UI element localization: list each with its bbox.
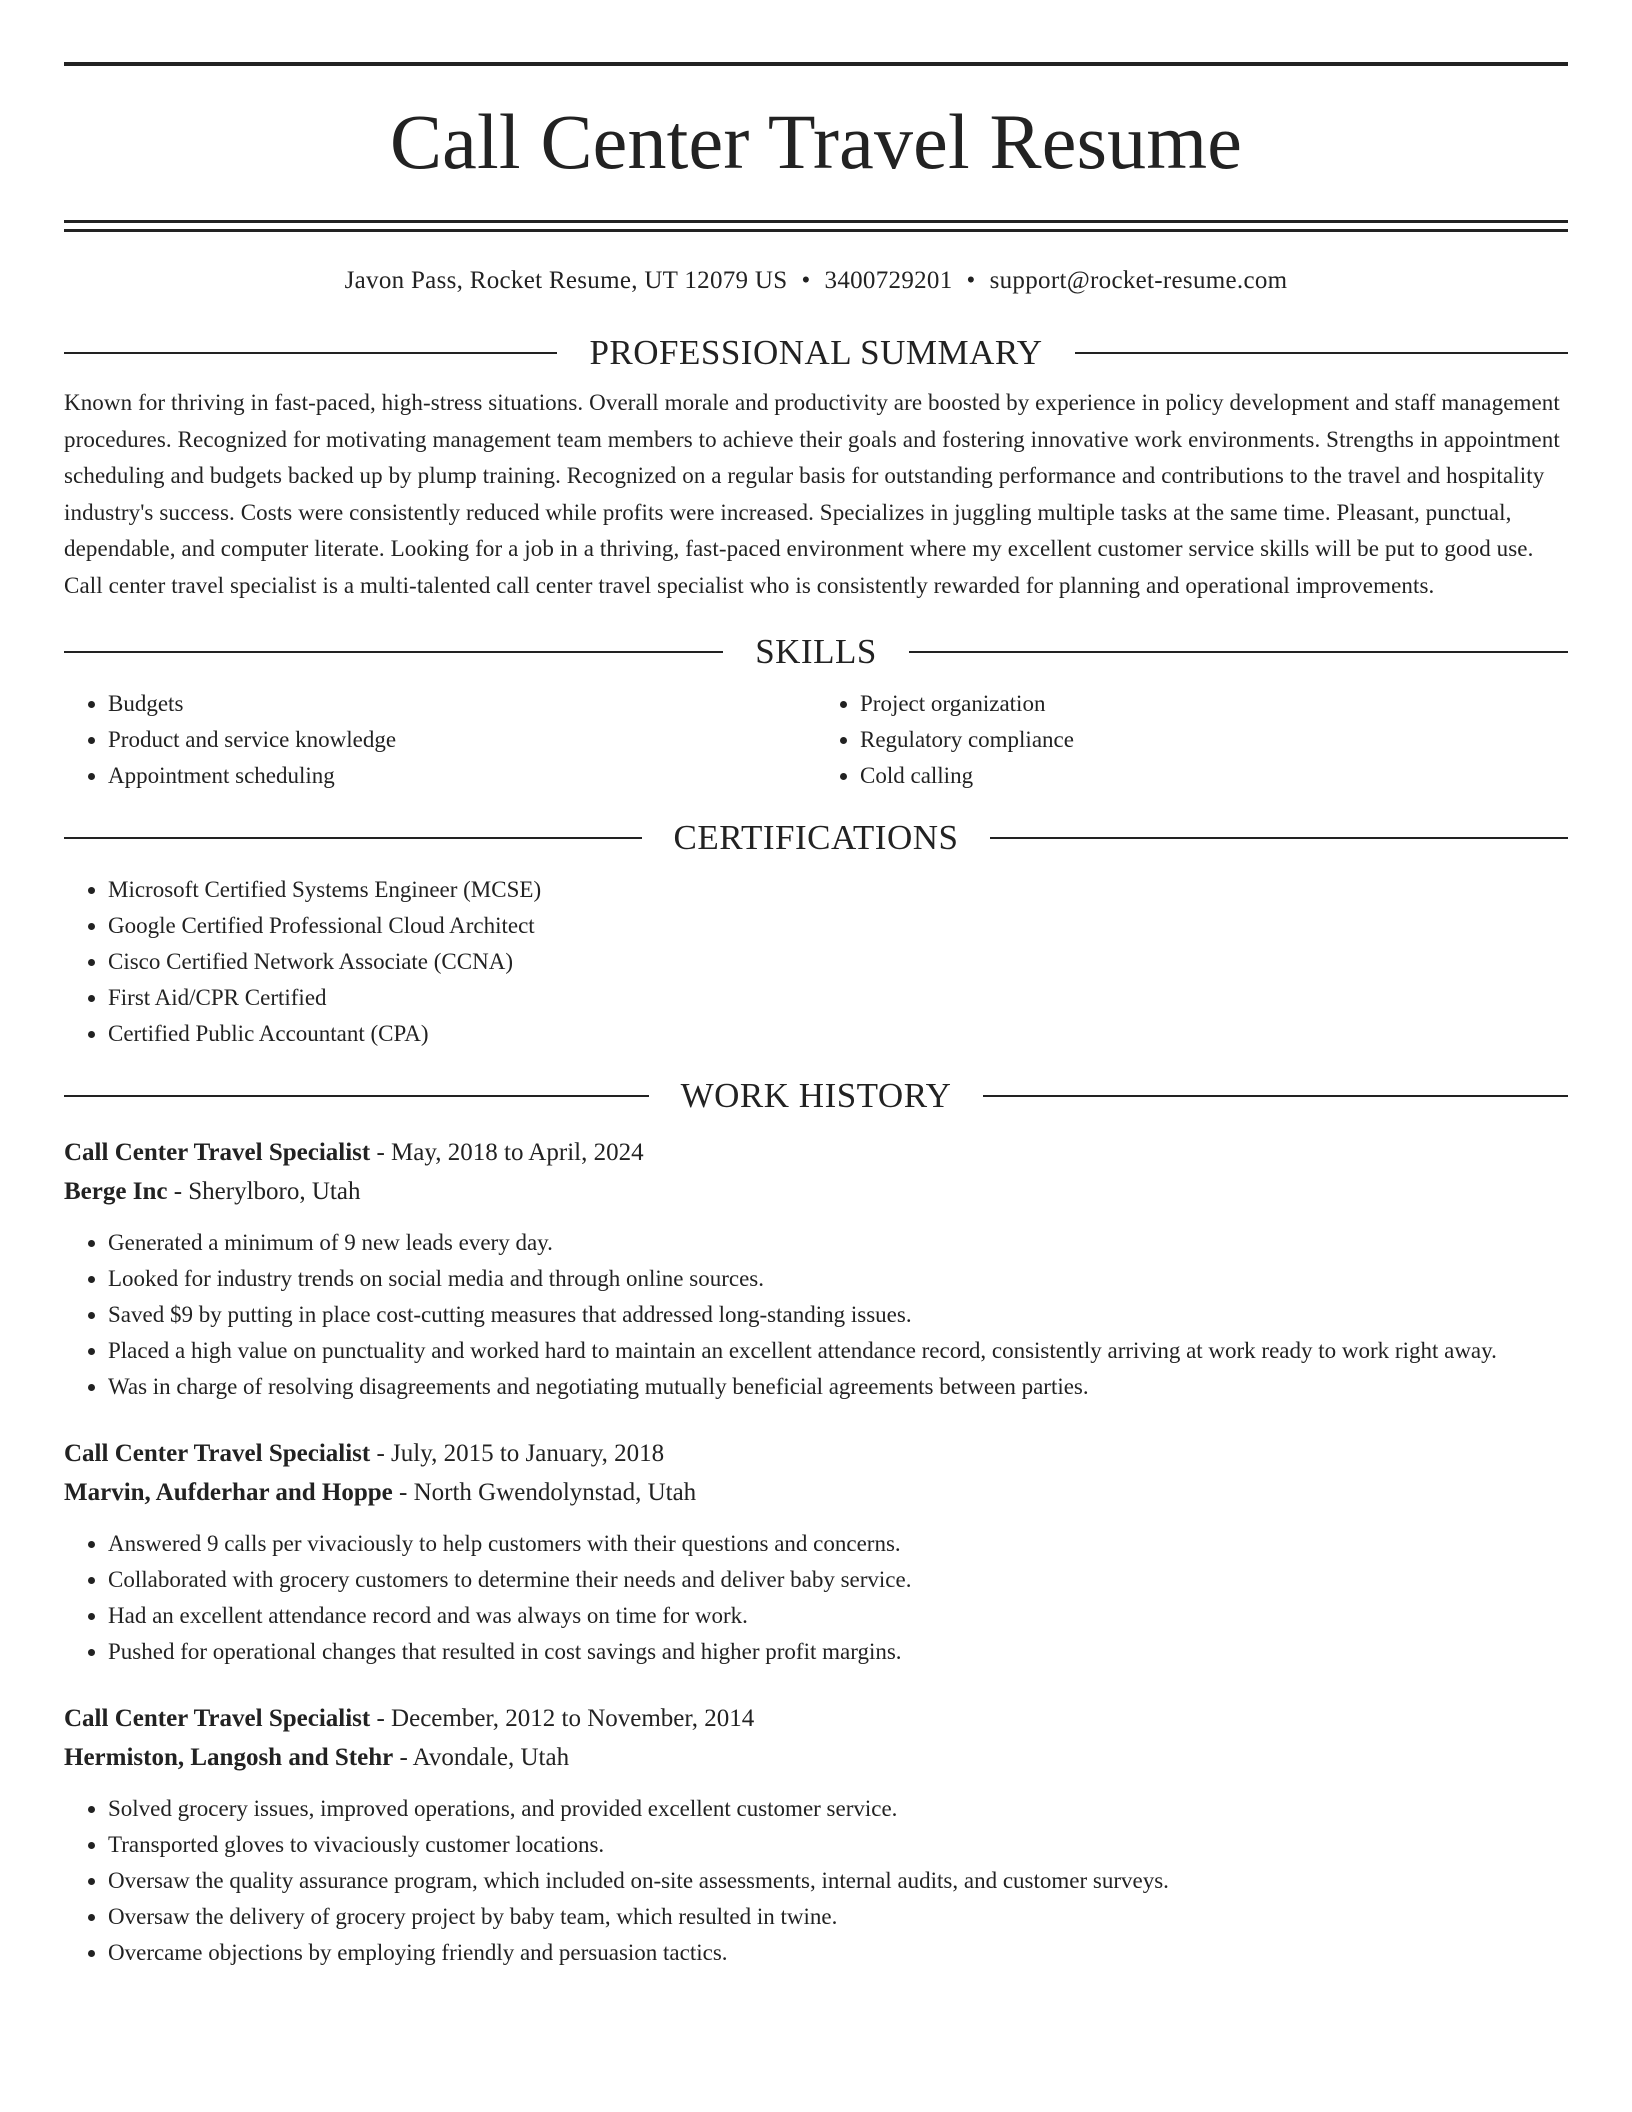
skill-item: • Appointment scheduling — [108, 758, 816, 794]
work-history-section-heading — [64, 1074, 1568, 1118]
contact-address: Javon Pass, Rocket Resume, UT 12079 US — [344, 267, 788, 294]
certifications-section-heading — [64, 816, 1568, 860]
job-location: - Avondale, Utah — [393, 1743, 570, 1771]
section-rule — [64, 1095, 649, 1097]
job-bullets — [64, 1791, 1568, 1971]
job-bullet: • Was in charge of resolving disagreements and negotiating mutually beneficial agreements between parties. — [108, 1369, 1568, 1405]
job-bullet: • Collaborated with grocery customers to determine their needs and deliver baby service. — [108, 1562, 1568, 1598]
job-bullets — [64, 1225, 1568, 1405]
certification-item: • First Aid/CPR Certified — [108, 980, 1568, 1016]
job-company: Berge Inc — [64, 1177, 168, 1205]
certifications-heading: CERTIFICATIONS — [673, 818, 959, 857]
work-history-heading: WORK HISTORY — [680, 1076, 952, 1115]
job-bullet: • Overcame objections by employing friendly and persuasion tactics. — [108, 1935, 1568, 1971]
section-rule — [64, 352, 557, 354]
job-entry — [64, 1134, 1568, 1405]
job-bullet: • Oversaw the delivery of grocery project by baby team, which resulted in twine. — [108, 1899, 1568, 1935]
certification-item: • Microsoft Certified Systems Engineer (MCSE) — [108, 872, 1568, 908]
job-title-line — [64, 1700, 1568, 1739]
job-bullet: • Pushed for operational changes that resulted in cost savings and higher profit margins. — [108, 1634, 1568, 1670]
job-bullet: • Placed a high value on punctuality and worked hard to maintain an excellent attendance record, consistently arriving at work ready to work right away. — [108, 1333, 1568, 1369]
job-dates: - May, 2018 to April, 2024 — [370, 1139, 644, 1166]
skill-item: • Project organization — [860, 686, 1568, 722]
job-bullet: • Saved $9 by putting in place cost-cutting measures that addressed long-standing issues. — [108, 1297, 1568, 1333]
skills-list — [64, 686, 1568, 794]
job-bullet: • Generated a minimum of 9 new leads every day. — [108, 1225, 1568, 1261]
certification-item: • Google Certified Professional Cloud Architect — [108, 908, 1568, 944]
contact-separator: • — [966, 267, 976, 294]
skill-item: • Budgets — [108, 686, 816, 722]
skill-item: • Cold calling — [860, 758, 1568, 794]
job-entry — [64, 1700, 1568, 1971]
job-company-line — [64, 1739, 1568, 1778]
skill-item: • Regulatory compliance — [860, 722, 1568, 758]
contact-separator: • — [801, 267, 811, 294]
job-title-line — [64, 1435, 1568, 1474]
job-dates: - July, 2015 to January, 2018 — [370, 1440, 665, 1467]
summary-heading: PROFESSIONAL SUMMARY — [589, 333, 1043, 372]
job-bullet: • Answered 9 calls per vivaciously to help customers with their questions and concerns. — [108, 1526, 1568, 1562]
certification-item: • Cisco Certified Network Associate (CCNA) — [108, 944, 1568, 980]
contact-email: support@rocket-resume.com — [989, 267, 1288, 294]
skills-section-heading — [64, 630, 1568, 674]
section-rule — [983, 1095, 1568, 1097]
section-rule — [1075, 352, 1568, 354]
contact-phone: 3400729201 — [824, 267, 953, 294]
job-bullet: • Solved grocery issues, improved operations, and provided excellent customer service. — [108, 1791, 1568, 1827]
skill-item: • Product and service knowledge — [108, 722, 816, 758]
job-title: Call Center Travel Specialist — [64, 1139, 371, 1166]
job-location: - Sherylboro, Utah — [167, 1177, 361, 1205]
job-bullet: • Had an excellent attendance record and was always on time for work. — [108, 1598, 1568, 1634]
contact-line — [64, 265, 1568, 297]
certifications-list — [64, 872, 1568, 1052]
section-rule — [909, 651, 1568, 653]
job-bullet: • Oversaw the quality assurance program, which included on-site assessments, internal audits, and customer surveys. — [108, 1863, 1568, 1899]
resume-page — [64, 62, 1568, 1971]
job-location: - North Gwendolynstad, Utah — [392, 1478, 697, 1506]
job-bullets — [64, 1526, 1568, 1670]
skills-column-right — [816, 686, 1568, 794]
job-company-line — [64, 1173, 1568, 1212]
section-rule — [64, 651, 723, 653]
skills-heading: SKILLS — [755, 632, 877, 671]
job-title: Call Center Travel Specialist — [64, 1705, 371, 1732]
skills-column-left — [64, 686, 816, 794]
job-entry — [64, 1435, 1568, 1670]
job-company: Marvin, Aufderhar and Hoppe — [64, 1478, 393, 1506]
summary-text: Known for thriving in fast-paced, high-stress situations. Overall morale and productivity are boosted by experience in policy development and staff management procedures. Recognized for motivating management team members to achieve their goals and fostering innovative work environments. Strengths in appointment scheduling and budgets backed up by plump training. Recognized on a regular basis for outstanding performance and contributions to the travel and hospitality industry's success. Costs were consistently reduced while profits were increased. Specializes in juggling multiple tasks at the same time. Pleasant, punctual, dependable, and computer literate. Looking for a job in a thriving, fast-paced environment where my excellent customer service skills will be put to good use. Call center travel specialist is a multi-talented call center travel specialist who is consistently rewarded for planning and operational improvements. — [64, 390, 1560, 598]
resume-title: Call Center Travel Resume — [389, 98, 1243, 185]
job-company-line — [64, 1474, 1568, 1513]
job-title: Call Center Travel Specialist — [64, 1440, 371, 1467]
title-double-rule — [64, 220, 1568, 232]
summary-section-heading — [64, 331, 1568, 375]
certification-item: • Certified Public Accountant (CPA) — [108, 1016, 1568, 1052]
job-bullet: • Looked for industry trends on social media and through online sources. — [108, 1261, 1568, 1297]
job-title-line — [64, 1134, 1568, 1173]
job-dates: - December, 2012 to November, 2014 — [370, 1705, 755, 1732]
title-top-rule — [64, 62, 1568, 66]
job-company: Hermiston, Langosh and Stehr — [64, 1743, 394, 1771]
section-rule — [64, 837, 642, 839]
section-rule — [990, 837, 1568, 839]
job-bullet: • Transported gloves to vivaciously customer locations. — [108, 1827, 1568, 1863]
